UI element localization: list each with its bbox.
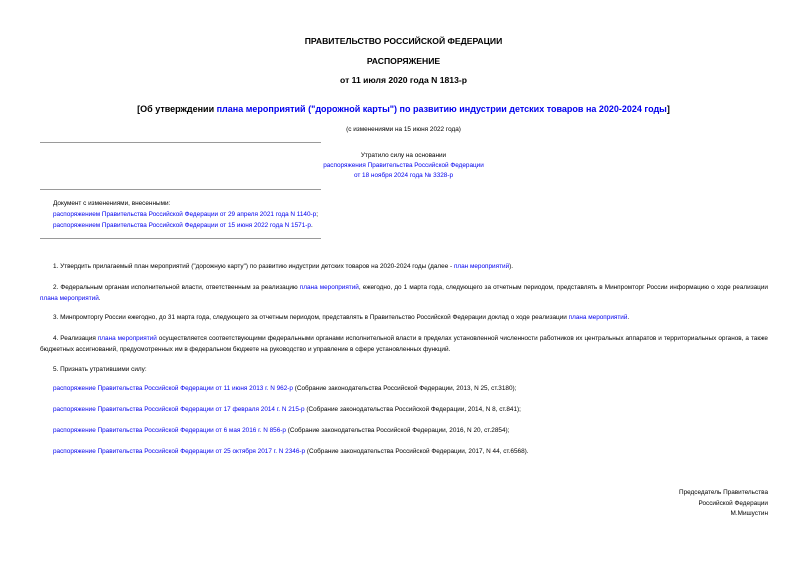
amendment-link-2021[interactable]: распоряжением Правительства Российской Федерации от 29 апреля 2021 года N 1140-р <box>53 211 317 218</box>
document-title <box>0 104 807 114</box>
p2-plan-link[interactable]: плана мероприятий <box>299 284 359 291</box>
p3-end: . <box>627 314 630 321</box>
p5-text: 5. Признать утратившими силу: <box>53 366 147 373</box>
amendment-link-2022[interactable]: распоряжением Правительства Российской Федерации от 15 июня 2022 года N 1571-р <box>53 222 311 229</box>
status-box <box>0 151 807 181</box>
repealed-link-2014[interactable]: распоряжение Правительства Российской Федерации от 17 февраля 2014 г. N 215-р <box>53 406 305 413</box>
repealed-link-2017[interactable]: распоряжение Правительства Российской Федерации от 25 октября 2017 г. N 2346-р <box>53 448 306 455</box>
p2-end: . <box>98 295 101 302</box>
repealed-item <box>53 448 529 455</box>
paragraph-1 <box>40 261 781 272</box>
repealed-item <box>53 385 516 392</box>
repealed-source: (Собрание законодательства Российской Федерации, 2017, N 44, ст.6568). <box>305 448 529 455</box>
signature-title: Председатель Правительства <box>679 489 768 496</box>
separator-line <box>40 238 321 239</box>
signature-block <box>679 488 768 520</box>
amendment-item <box>53 209 318 220</box>
amendments-block <box>53 198 318 231</box>
separator-line <box>40 142 321 143</box>
paragraph-5 <box>40 364 781 375</box>
p4-end: осуществляется соответствующими федеральными органами исполнительной власти в пределах установленной численности работников их центральных аппаратов и территориальных органов, а также бюджетных ассигнований, предусмотренных им в федеральном бюджете на руководство и управление в сфере установленных функций. <box>40 335 768 353</box>
title-plan-link[interactable]: плана мероприятий ("дорожной карты") по развитию индустрии детских товаров на 2020-2024 годы <box>216 104 667 114</box>
repealed-link-2016[interactable]: распоряжение Правительства Российской Федерации от 6 мая 2016 г. N 856-р <box>53 427 286 434</box>
signature-country: Российской Федерации <box>698 499 768 507</box>
status-link-date[interactable]: от 18 ноября 2024 года № 3328-р <box>353 172 454 179</box>
repealed-source: (Собрание законодательства Российской Федерации, 2016, N 20, ст.2854); <box>285 427 510 434</box>
amendment-suffix: ; <box>316 211 319 218</box>
paragraph-4 <box>40 333 768 355</box>
signature-name: М.Мишустин <box>730 510 768 517</box>
p1-text: 1. Утвердить прилагаемый план мероприятий ("дорожную карту") по развитию индустрии детских товаров на 2020-2024 годы (далее - <box>53 263 454 270</box>
government-name: ПРАВИТЕЛЬСТВО РОССИЙСКОЙ ФЕДЕРАЦИИ <box>304 36 503 46</box>
paragraph-2 <box>40 282 768 304</box>
p1-end: ). <box>509 263 514 270</box>
paragraph-3 <box>40 312 781 323</box>
p2-mid: , ежегодно, до 1 марта года, следующего за отчетным периодом, представлять в Минпромторг России информацию о ходе реализации <box>358 284 768 291</box>
p3-text: 3. Минпромторгу России ежегодно, до 31 марта года, следующего за отчетным периодом, представлять в Правительство Российской Федерации доклад о ходе реализации <box>53 314 569 321</box>
p3-plan-link[interactable]: плана мероприятий <box>568 314 628 321</box>
repealed-item <box>53 406 521 413</box>
p4-text: 4. Реализация <box>53 335 98 342</box>
title-bracket-open: [ <box>137 104 141 114</box>
p4-plan-link[interactable]: плана мероприятий <box>97 335 157 342</box>
p1-plan-link[interactable]: план мероприятий <box>453 263 510 270</box>
status-link-decree[interactable]: распоряжения Правительства Российской Федерации <box>323 162 484 169</box>
p2-text: 2. Федеральным органам исполнительной власти, ответственным за реализацию <box>53 284 300 291</box>
document-date-number: от 11 июля 2020 года N 1813-р <box>340 75 467 85</box>
title-bracket-close: ] <box>666 104 670 114</box>
repealed-source: (Собрание законодательства Российской Федерации, 2013, N 25, ст.3180); <box>292 385 517 392</box>
status-text: Утратило силу на основании <box>360 152 447 159</box>
title-prefix: Об утверждении <box>140 104 217 114</box>
repealed-source: (Собрание законодательства Российской Федерации, 2014, N 8, ст.841); <box>304 406 521 413</box>
amendment-item <box>53 220 318 231</box>
p2-plan-link-2[interactable]: плана мероприятий <box>40 295 99 302</box>
repealed-link-2013[interactable]: распоряжение Правительства Российской Федерации от 11 июня 2013 г. N 962-р <box>53 385 293 392</box>
edition-note: (с изменениями на 15 июня 2022 года) <box>346 126 461 133</box>
amendments-heading: Документ с изменениями, внесенными: <box>53 200 171 207</box>
document-type: РАСПОРЯЖЕНИЕ <box>366 56 441 66</box>
repealed-item <box>53 427 509 434</box>
separator-line <box>40 189 321 190</box>
amendment-suffix: . <box>310 222 313 229</box>
